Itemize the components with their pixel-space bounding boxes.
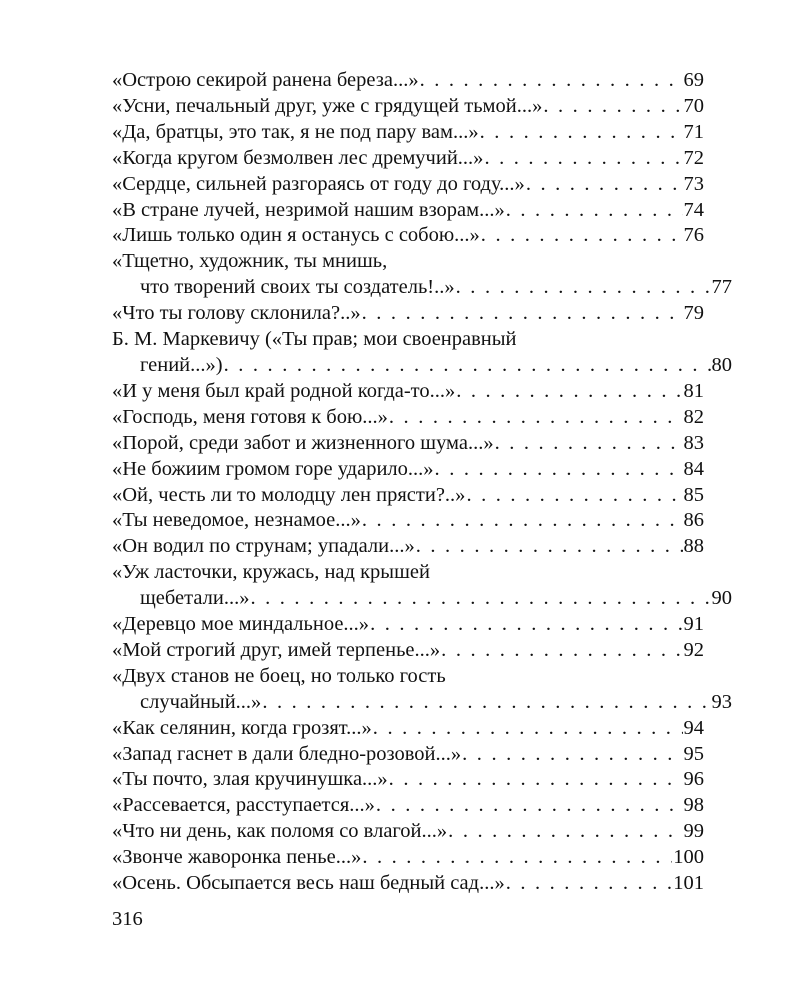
dot-leader (420, 68, 683, 94)
dot-leader (484, 146, 682, 172)
toc-page-number: 83 (683, 431, 704, 454)
toc-entry (112, 146, 704, 172)
toc-entry-row (112, 353, 732, 379)
dot-leader (362, 508, 683, 534)
toc-entry-title: «Запад гаснет в дали бледно-розовой...» (112, 742, 462, 765)
toc-page-number: 85 (683, 483, 704, 506)
toc-entry (112, 431, 704, 457)
toc-page-number: 88 (683, 535, 704, 558)
toc-entry-title: «Он водил по струнам; упадали...» (112, 535, 415, 558)
toc-entry-row (112, 405, 704, 431)
toc-page-number: 94 (683, 716, 704, 739)
toc-page-number: 82 (683, 405, 704, 428)
dot-leader (456, 379, 682, 405)
toc-entry-title-line: «Двух станов не боец, но только гость (112, 664, 446, 687)
toc-entry-row (112, 146, 704, 172)
toc-entry (112, 793, 704, 819)
toc-entry (112, 767, 704, 793)
toc-entry-title-line: «Уж ласточки, кружась, над крышей (112, 561, 430, 584)
toc-entry-title: «Что ты голову склонила?..» (112, 302, 361, 325)
toc-page-number: 91 (683, 613, 704, 636)
dot-leader (373, 716, 683, 742)
dot-leader (526, 172, 683, 198)
toc-entry-row (112, 172, 704, 198)
toc-list (112, 68, 732, 897)
toc-entry-title: «Порой, среди забот и жизненного шума...» (112, 431, 494, 454)
toc-entry-row (112, 742, 704, 768)
toc-entry (112, 534, 704, 560)
toc-entry (112, 508, 704, 534)
dot-leader (362, 301, 683, 327)
toc-entry-row (112, 275, 732, 301)
dot-leader (466, 483, 682, 509)
toc-entry-row (112, 68, 704, 94)
page-number-folio: 316 (112, 908, 143, 930)
toc-entry-row (112, 819, 704, 845)
toc-entry-title: «Да, братцы, это так, я не под пару вам...» (112, 120, 479, 143)
dot-leader (435, 457, 683, 483)
toc-entry (112, 301, 704, 327)
dot-leader (224, 353, 711, 379)
toc-entry-row (112, 301, 704, 327)
toc-entry (112, 223, 704, 249)
toc-entry (112, 819, 704, 845)
toc-page-number: 70 (683, 94, 704, 117)
toc-entry (112, 664, 732, 716)
toc-page-number: 95 (683, 742, 704, 765)
toc-entry-title: щебетали...» (140, 587, 250, 610)
toc-entry (112, 612, 704, 638)
dot-leader (416, 534, 683, 560)
toc-page-number: 72 (683, 146, 704, 169)
toc-entry (112, 483, 704, 509)
toc-entry-title: «Не божиим громом горе ударило...» (112, 457, 434, 480)
toc-entry (112, 742, 704, 768)
toc-page-number: 92 (683, 638, 704, 661)
dot-leader (376, 793, 683, 819)
toc-entry-title: «Осень. Обсыпается весь наш бедный сад...» (112, 872, 505, 895)
toc-entry (112, 68, 704, 94)
dot-leader (481, 223, 683, 249)
toc-entry (112, 405, 704, 431)
toc-entry-title: «Что ни день, как поломя со влагой...» (112, 820, 448, 843)
toc-entry-title: «Деревцо мое миндальное...» (112, 613, 370, 636)
toc-page-number: 86 (683, 509, 704, 532)
toc-page-number: 69 (683, 69, 704, 91)
toc-entry (112, 94, 704, 120)
toc-entry-row (112, 431, 704, 457)
toc-entry-row (112, 845, 704, 871)
toc-entry (112, 457, 704, 483)
toc-page-number: 84 (683, 457, 704, 480)
toc-entry-row (112, 508, 704, 534)
toc-entry-title-line: Б. М. Маркевичу («Ты прав; мои своенравный (112, 328, 517, 351)
toc-entry-title: «Сердце, сильней разгораясь от году до году...» (112, 172, 525, 195)
toc-entry-row (112, 379, 704, 405)
dot-leader (389, 767, 683, 793)
dot-leader (506, 871, 673, 897)
toc-entry-title: «В стране лучей, незримой нашим взорам...» (112, 198, 505, 221)
dot-leader (441, 638, 682, 664)
toc-entry-title: «Ой, честь ли то молодцу лен прясти?..» (112, 483, 466, 506)
toc-entry-title: «Усни, печальный друг, уже с грядущей тьмой...» (112, 94, 543, 117)
dot-leader (370, 612, 682, 638)
toc-entry-title: «Ты почто, злая кручинушка...» (112, 768, 388, 791)
toc-entry (112, 560, 732, 612)
toc-entry-title: «Как селянин, когда грозят...» (112, 716, 372, 739)
dot-leader (389, 405, 683, 431)
toc-entry (112, 379, 704, 405)
toc-entry-title: «Господь, меня готовя к бою...» (112, 405, 388, 428)
toc-entry-row (112, 534, 704, 560)
toc-page-number: 73 (683, 172, 704, 195)
toc-entry-title: «Рассевается, расступается...» (112, 794, 375, 817)
dot-leader (362, 845, 672, 871)
dot-leader (462, 742, 682, 768)
toc-entry-title: «Острою секирой ранена береза...» (112, 69, 419, 91)
dot-leader (262, 690, 710, 716)
toc-entry (112, 327, 732, 379)
toc-entry (112, 249, 732, 301)
toc-entry (112, 716, 704, 742)
toc-page-number: 76 (683, 224, 704, 247)
toc-entry-title: что творений своих ты создатель!..» (140, 276, 455, 299)
toc-entry-row (112, 716, 704, 742)
toc-entry-title: случайный...» (140, 690, 262, 713)
toc-page-number: 74 (683, 198, 704, 221)
table-of-contents-page (112, 68, 732, 897)
toc-page-number: 77 (711, 276, 732, 299)
toc-page-number: 101 (673, 872, 704, 895)
toc-entry-title: «Лишь только один я останусь с собою...» (112, 224, 480, 247)
toc-entry-row (112, 690, 732, 716)
toc-page-number: 98 (683, 794, 704, 817)
toc-entry (112, 120, 704, 146)
dot-leader (543, 94, 682, 120)
toc-entry-row (112, 120, 704, 146)
toc-entry-title-line: «Тщетно, художник, ты мнишь, (112, 250, 388, 273)
toc-entry (112, 198, 704, 224)
dot-leader (250, 586, 710, 612)
toc-entry-row (112, 767, 704, 793)
toc-entry-row (112, 457, 704, 483)
dot-leader (495, 431, 683, 457)
toc-page-number: 81 (683, 379, 704, 402)
toc-entry-row (112, 94, 704, 120)
toc-entry (112, 871, 704, 897)
toc-page-number: 71 (683, 120, 704, 143)
toc-entry-title: «Звонче жаворонка пенье...» (112, 846, 362, 869)
toc-entry-row (112, 612, 704, 638)
toc-entry-row (112, 483, 704, 509)
toc-entry-row (112, 871, 704, 897)
toc-entry (112, 172, 704, 198)
toc-entry-row (112, 223, 704, 249)
toc-page-number: 93 (711, 690, 732, 713)
toc-page-number: 100 (673, 846, 704, 869)
dot-leader (480, 120, 683, 146)
toc-entry (112, 638, 704, 664)
toc-entry-row (112, 198, 704, 224)
dot-leader (506, 198, 683, 224)
toc-page-number: 80 (711, 353, 732, 376)
toc-page-number: 90 (711, 587, 732, 610)
toc-entry-title: «Мой строгий друг, имей терпенье...» (112, 638, 441, 661)
toc-entry-row (112, 793, 704, 819)
toc-entry-title: «Ты неведомое, незнамое...» (112, 509, 361, 532)
toc-entry-title: гений...») (140, 353, 223, 376)
toc-entry-row (112, 586, 732, 612)
toc-page-number: 99 (683, 820, 704, 843)
dot-leader (448, 819, 682, 845)
toc-entry-title: «Когда кругом безмолвен лес дремучий...» (112, 146, 484, 169)
dot-leader (456, 275, 711, 301)
toc-entry-row (112, 638, 704, 664)
toc-page-number: 79 (683, 302, 704, 325)
toc-entry (112, 845, 704, 871)
toc-entry-title: «И у меня был край родной когда-то...» (112, 379, 456, 402)
toc-page-number: 96 (683, 768, 704, 791)
